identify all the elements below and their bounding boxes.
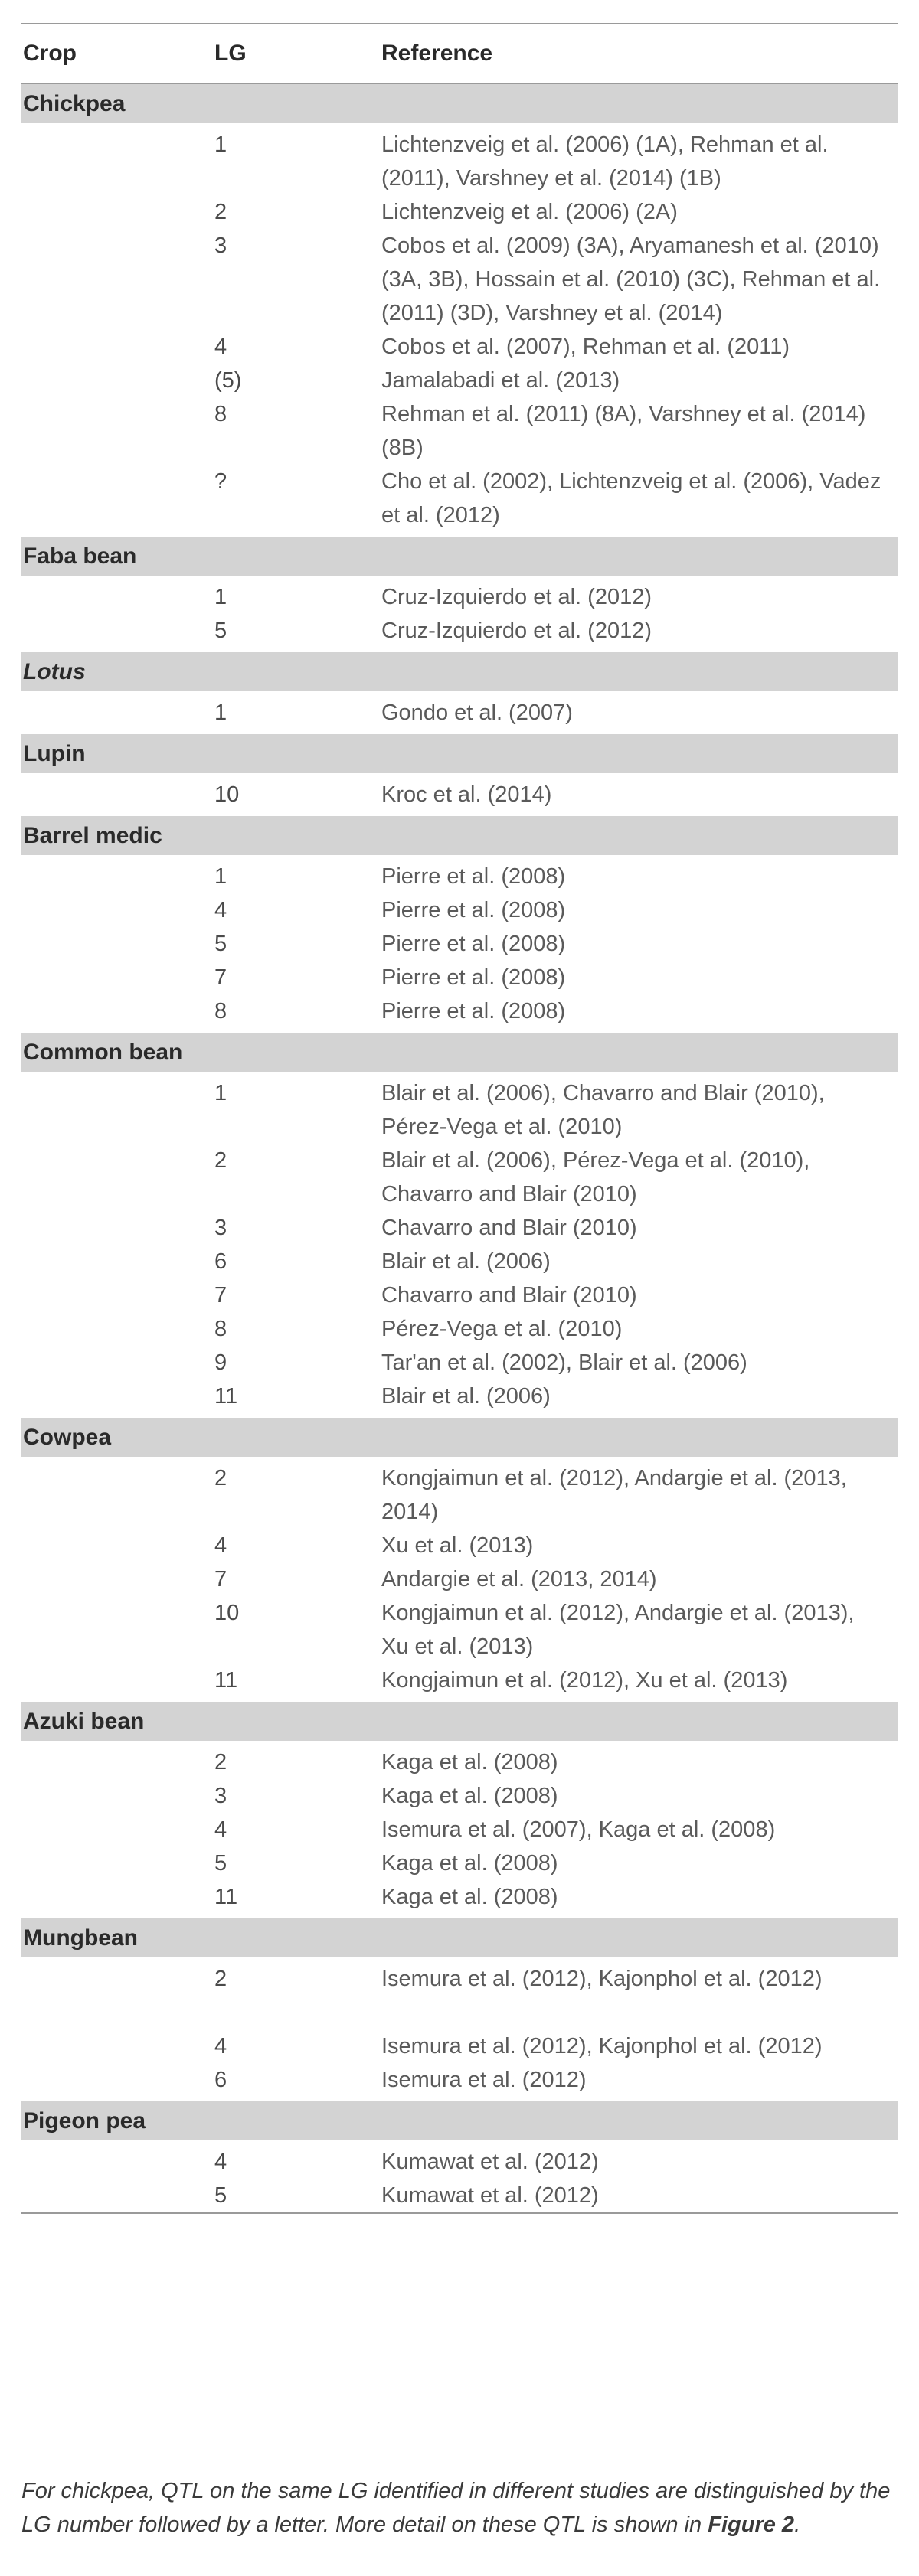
table-row bbox=[21, 927, 898, 961]
table-row bbox=[21, 1076, 898, 1144]
table-row bbox=[21, 1379, 898, 1413]
reference-cell: Blair et al. (2006), Chavarro and Blair (2010), Pérez-Vega et al. (2010) bbox=[381, 1081, 825, 1139]
reference-cell: Kroc et al. (2014) bbox=[381, 782, 552, 807]
table-row bbox=[21, 195, 898, 229]
crop-section-header bbox=[21, 84, 898, 123]
reference-cell: Xu et al. (2013) bbox=[381, 1533, 534, 1558]
lg-cell: 1 bbox=[214, 585, 227, 609]
reference-cell: Isemura et al. (2012), Kajonphol et al. (2012) bbox=[381, 1967, 823, 1991]
reference-cell: Jamalabadi et al. (2013) bbox=[381, 368, 620, 393]
lg-cell: (5) bbox=[214, 368, 242, 393]
lg-cell: 1 bbox=[214, 1081, 227, 1105]
reference-cell: Blair et al. (2006) bbox=[381, 1384, 551, 1409]
table-row bbox=[21, 1880, 898, 1914]
reference-cell: Kaga et al. (2008) bbox=[381, 1784, 558, 1808]
reference-cell: Chavarro and Blair (2010) bbox=[381, 1283, 637, 1308]
lg-cell: 1 bbox=[214, 132, 227, 157]
reference-cell: Tar'an et al. (2002), Blair et al. (2006) bbox=[381, 1350, 747, 1375]
table-row bbox=[21, 364, 898, 397]
table-row bbox=[21, 1211, 898, 1245]
lg-cell: 11 bbox=[214, 1384, 238, 1409]
lg-cell: 5 bbox=[214, 619, 227, 643]
reference-cell: Lichtenzveig et al. (2006) (1A), Rehman et al. (2011), Varshney et al. (2014) (1B) bbox=[381, 132, 829, 191]
lg-cell: 4 bbox=[214, 2034, 227, 2059]
table-row bbox=[21, 961, 898, 994]
reference-cell: Pierre et al. (2008) bbox=[381, 999, 566, 1024]
crop-section-header bbox=[21, 734, 898, 773]
crop-section-header bbox=[21, 652, 898, 691]
lg-cell: 5 bbox=[214, 1851, 227, 1876]
table-row bbox=[21, 1745, 898, 1779]
reference-cell: Blair et al. (2006), Pérez-Vega et al. (2010), Chavarro and Blair (2010) bbox=[381, 1148, 810, 1206]
reference-cell: Isemura et al. (2012) bbox=[381, 2068, 587, 2092]
crop-name: Cowpea bbox=[23, 1424, 112, 1450]
crop-name: Pigeon pea bbox=[23, 2107, 146, 2134]
lg-cell: 4 bbox=[214, 335, 227, 359]
table-row bbox=[21, 1461, 898, 1529]
reference-cell: Lichtenzveig et al. (2006) (2A) bbox=[381, 200, 678, 224]
table-footnote bbox=[21, 2474, 898, 2542]
table-row bbox=[21, 330, 898, 364]
crop-name: Chickpea bbox=[23, 90, 126, 116]
lg-cell: 4 bbox=[214, 1817, 227, 1842]
reference-cell: Pérez-Vega et al. (2010) bbox=[381, 1317, 623, 1341]
lg-cell: 11 bbox=[214, 1885, 238, 1909]
header-crop: Crop bbox=[23, 41, 77, 66]
lg-cell: 5 bbox=[214, 932, 227, 956]
crop-section-header bbox=[21, 1918, 898, 1957]
reference-cell: Gondo et al. (2007) bbox=[381, 700, 573, 725]
table-row bbox=[21, 229, 898, 330]
table-row bbox=[21, 2029, 898, 2063]
reference-cell: Kongjaimun et al. (2012), Andargie et al. (2013, 2014) bbox=[381, 1466, 847, 1524]
crop-name: Barrel medic bbox=[23, 822, 162, 848]
reference-cell: Kaga et al. (2008) bbox=[381, 1750, 558, 1774]
table-row bbox=[21, 1562, 898, 1596]
table-row bbox=[21, 778, 898, 811]
table-row bbox=[21, 397, 898, 465]
lg-cell: 4 bbox=[214, 898, 227, 922]
lg-cell: 8 bbox=[214, 402, 227, 426]
reference-cell: Cobos et al. (2009) (3A), Aryamanesh et al. (2010) (3A, 3B), Hossain et al. (2010) (3C), Rehman et al. (2011) (3D), Varshney et al. (2014) bbox=[381, 233, 881, 325]
footnote-end: . bbox=[794, 2512, 801, 2537]
crop-name: Lotus bbox=[23, 658, 86, 684]
table-row bbox=[21, 465, 898, 532]
lg-cell: 7 bbox=[214, 1283, 227, 1308]
lg-cell: 8 bbox=[214, 1317, 227, 1341]
lg-cell: 6 bbox=[214, 2068, 227, 2092]
reference-cell: Kumawat et al. (2012) bbox=[381, 2183, 599, 2208]
crop-section-header bbox=[21, 1033, 898, 1072]
reference-cell: Kaga et al. (2008) bbox=[381, 1885, 558, 1909]
crop-name: Faba bean bbox=[23, 543, 137, 569]
footnote-figure-ref: Figure 2 bbox=[708, 2512, 795, 2537]
table-row bbox=[21, 1813, 898, 1846]
reference-cell: Chavarro and Blair (2010) bbox=[381, 1216, 637, 1240]
crop-section-header bbox=[21, 816, 898, 855]
table-row bbox=[21, 1529, 898, 1562]
lg-cell: 10 bbox=[214, 1601, 240, 1625]
table-row bbox=[21, 1346, 898, 1379]
lg-cell: 2 bbox=[214, 1750, 227, 1774]
table-row bbox=[21, 1144, 898, 1211]
reference-cell: Kaga et al. (2008) bbox=[381, 1851, 558, 1876]
table-row bbox=[21, 860, 898, 893]
lg-cell: 2 bbox=[214, 200, 227, 224]
reference-cell: Blair et al. (2006) bbox=[381, 1249, 551, 1274]
table-row bbox=[21, 1779, 898, 1813]
lg-cell: 3 bbox=[214, 1784, 227, 1808]
table-row bbox=[21, 2179, 898, 2212]
lg-cell: 9 bbox=[214, 1350, 227, 1375]
crop-section-header bbox=[21, 2101, 898, 2140]
table-row bbox=[21, 128, 898, 195]
table-row bbox=[21, 893, 898, 927]
reference-cell: Kumawat et al. (2012) bbox=[381, 2150, 599, 2174]
lg-cell: 2 bbox=[214, 1967, 227, 1991]
lg-cell: 3 bbox=[214, 233, 227, 258]
lg-cell: 6 bbox=[214, 1249, 227, 1274]
table-row bbox=[21, 614, 898, 648]
reference-cell: Cruz-Izquierdo et al. (2012) bbox=[381, 585, 652, 609]
crop-section-header bbox=[21, 1702, 898, 1741]
crop-name: Lupin bbox=[23, 740, 86, 766]
reference-cell: Cruz-Izquierdo et al. (2012) bbox=[381, 619, 652, 643]
reference-cell: Andargie et al. (2013, 2014) bbox=[381, 1567, 657, 1592]
lg-cell: 3 bbox=[214, 1216, 227, 1240]
reference-cell: Isemura et al. (2012), Kajonphol et al. (2012) bbox=[381, 2034, 823, 2059]
reference-cell: Cobos et al. (2007), Rehman et al. (2011) bbox=[381, 335, 790, 359]
qtl-table bbox=[21, 23, 898, 2214]
table-row bbox=[21, 2063, 898, 2097]
table-row bbox=[21, 1663, 898, 1697]
lg-cell: 4 bbox=[214, 1533, 227, 1558]
reference-cell: Rehman et al. (2011) (8A), Varshney et al. (2014) (8B) bbox=[381, 402, 866, 460]
lg-cell: 4 bbox=[214, 2150, 227, 2174]
table-row bbox=[21, 994, 898, 1028]
reference-cell: Isemura et al. (2007), Kaga et al. (2008) bbox=[381, 1817, 776, 1842]
table-row bbox=[21, 1245, 898, 1278]
lg-cell: 5 bbox=[214, 2183, 227, 2208]
header-lg: LG bbox=[214, 41, 247, 66]
lg-cell: 2 bbox=[214, 1148, 227, 1173]
lg-cell: 7 bbox=[214, 965, 227, 990]
crop-name: Azuki bean bbox=[23, 1708, 145, 1734]
reference-cell: Kongjaimun et al. (2012), Xu et al. (2013) bbox=[381, 1668, 788, 1693]
reference-cell: Pierre et al. (2008) bbox=[381, 932, 566, 956]
crop-section-header bbox=[21, 1418, 898, 1457]
reference-cell: Pierre et al. (2008) bbox=[381, 898, 566, 922]
lg-cell: 11 bbox=[214, 1668, 238, 1693]
lg-cell: 1 bbox=[214, 864, 227, 889]
table-row bbox=[21, 1312, 898, 1346]
reference-cell: Cho et al. (2002), Lichtenzveig et al. (2006), Vadez et al. (2012) bbox=[381, 469, 881, 527]
lg-cell: 8 bbox=[214, 999, 227, 1024]
table-row bbox=[21, 1962, 898, 1996]
reference-cell: Pierre et al. (2008) bbox=[381, 965, 566, 990]
table-row bbox=[21, 1596, 898, 1663]
lg-cell: 10 bbox=[214, 782, 240, 807]
reference-cell: Pierre et al. (2008) bbox=[381, 864, 566, 889]
table-row bbox=[21, 2145, 898, 2179]
table-body bbox=[21, 84, 898, 2212]
table-row bbox=[21, 1846, 898, 1880]
crop-section-header bbox=[21, 537, 898, 576]
table-row bbox=[21, 580, 898, 614]
lg-cell: ? bbox=[214, 469, 227, 494]
lg-cell: 1 bbox=[214, 700, 227, 725]
lg-cell: 2 bbox=[214, 1466, 227, 1490]
crop-name: Common bean bbox=[23, 1039, 183, 1065]
crop-name: Mungbean bbox=[23, 1925, 138, 1951]
table-row bbox=[21, 696, 898, 730]
table-header bbox=[21, 24, 898, 84]
lg-cell: 7 bbox=[214, 1567, 227, 1592]
footnote-text: For chickpea, QTL on the same LG identified in different studies are distinguished by the LG number followed by a letter. More detail on these QTL is shown in bbox=[21, 2479, 891, 2537]
reference-cell: Kongjaimun et al. (2012), Andargie et al. (2013), Xu et al. (2013) bbox=[381, 1601, 855, 1659]
header-reference: Reference bbox=[381, 41, 493, 66]
table-row bbox=[21, 1278, 898, 1312]
